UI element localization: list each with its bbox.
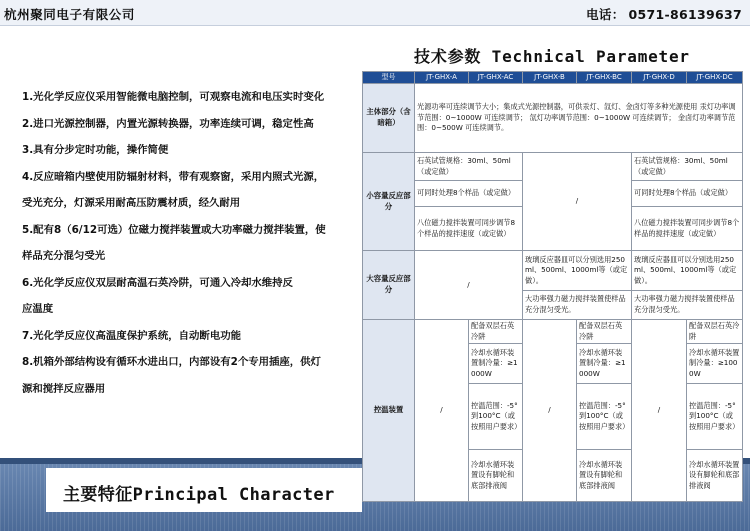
temp-cooling-ac: 冷却水循环装置制冷量：≥1000W [469, 344, 523, 384]
temp-range-dc: 控温范围：-5°到100°C（或按照用户要求） [687, 384, 743, 450]
small-stirrer-right: 八位磁力搅拌装置可同步调节8个样品的搅拌速度（或定做） [632, 207, 743, 251]
feature-line: 5.配有8（6/12可选）位磁力搅拌装置或大功率磁力搅拌装置，使 [22, 223, 326, 236]
large-vessel-spec-mid: 玻璃反应器皿可以分别选用250ml、500ml、1000ml等（或定做）。 [523, 251, 632, 291]
temp-na-a: / [415, 320, 469, 502]
row-label-small-capacity: 小容量反应部分 [363, 153, 415, 251]
large-stirrer-right: 大功率强力磁力搅拌装置使样品充分混匀受光。 [632, 291, 743, 320]
small-stirrer-left: 八位磁力搅拌装置可同步调节8个样品的搅拌速度（或定做） [415, 207, 523, 251]
feature-line: 7.光化学反应仪高温度保护系统，自动断电功能 [22, 329, 241, 342]
main-part-description: 光源功率可连续调节大小；集成式光源控制器，可供汞灯、氙灯、金卤灯等多种光源使用 汞灯功率调节范围：0~1000W 可连续调节； 氙灯功率调节范围：0~1000W 可连续调节； 金卤灯功率调节范围：0~500W 可连续调节。 [415, 84, 743, 153]
feature-line: 4.反应暗箱内壁使用防辐射材料，带有观察窗，采用内照式光源， [22, 170, 325, 183]
feature-line: 6.光化学反应仪双层耐高温石英冷阱，可通入冷却水维持反 [22, 276, 293, 289]
feature-list [22, 90, 362, 408]
model-name: JT-GHX-BC [577, 72, 632, 84]
model-name: JT-GHX-A [415, 72, 469, 84]
principal-character-title: 主要特征Principal Character [63, 485, 335, 505]
large-vessel-spec-right: 玻璃反应器皿可以分别选用250ml、500ml、1000ml等（或定做）。 [632, 251, 743, 291]
company-name: 杭州聚同电子有限公司 [4, 7, 136, 22]
temp-cold-trap-bc: 配备双层石英冷阱 [577, 320, 632, 344]
row-label-large-capacity: 大容量反应部分 [363, 251, 415, 320]
small-sample-count-right: 可同时处理8个样品（或定做） [632, 181, 743, 207]
model-name: JT-GHX-D [632, 72, 687, 84]
table-row [363, 153, 743, 181]
small-tube-spec-right: 石英试管规格：30ml、50ml（或定做） [632, 153, 743, 181]
feature-line: 应温度 [22, 303, 54, 315]
feature-line: 受光充分，灯源采用耐高压防震材质，经久耐用 [22, 197, 241, 209]
model-header: 型号 [363, 72, 415, 84]
temp-range-ac: 控温范围：-5°到100°C（或按照用户要求） [469, 384, 523, 450]
phone-contact [582, 5, 742, 23]
feature-line: 2.进口光源控制器，内置光源转换器，功率连续可调，稳定性高 [22, 117, 314, 130]
feature-line: 源和搅拌反应器用 [22, 382, 106, 395]
top-header-bar [0, 0, 750, 26]
phone-label: 电话： [586, 7, 625, 22]
large-capacity-na: / [415, 251, 523, 320]
temp-range-bc: 控温范围：-5°到100°C（或按照用户要求） [577, 384, 632, 450]
temp-cooling-bc: 冷却水循环装置制冷量：≥1000W [577, 344, 632, 384]
temp-drain-bc: 冷却水循环装置设有脚轮和底部排液阀 [577, 450, 632, 502]
model-name: JT-GHX-DC [687, 72, 743, 84]
technical-parameter-title: 技术参数 Technical Parameter [414, 47, 690, 66]
feature-line: 8.机箱外部结构设有循环水进出口，内部设有2个专用插座，供灯 [22, 356, 321, 368]
temp-na-d: / [632, 320, 687, 502]
table-row [363, 251, 743, 291]
temp-na-b: / [523, 320, 577, 502]
table-row [363, 84, 743, 153]
temp-cold-trap-ac: 配备双层石英冷阱 [469, 320, 523, 344]
row-label-main: 主体部分（含暗箱） [363, 84, 415, 153]
parameter-table [362, 71, 743, 502]
small-tube-spec-left: 石英试管规格：30ml、50ml（或定做） [415, 153, 523, 181]
model-name: JT-GHX-B [523, 72, 577, 84]
feature-line: 样品充分混匀受光 [22, 250, 106, 262]
phone-number: 0571-86139637 [628, 7, 742, 22]
temp-cold-trap-dc: 配备双层石英冷阱 [687, 320, 743, 344]
row-label-temperature: 控温装置 [363, 320, 415, 502]
temp-drain-ac: 冷却水循环装置设有脚轮和底部排液阀 [469, 450, 523, 502]
temp-drain-dc: 冷却水循环装置设有脚轮和底部排液阀 [687, 450, 743, 502]
small-sample-count-left: 可同时处理8个样品（或定做） [415, 181, 523, 207]
feature-line: 1.光化学反应仪采用智能微电脑控制，可观察电流和电压实时变化 [22, 91, 325, 103]
model-name: JT-GHX-AC [469, 72, 523, 84]
feature-line: 3.具有分步定时功能，操作简便 [22, 144, 169, 156]
large-stirrer-mid: 大功率强力磁力搅拌装置使样品充分混匀受光。 [523, 291, 632, 320]
temp-cooling-dc: 冷却水循环装置制冷量：≥1000W [687, 344, 743, 384]
small-capacity-na: / [523, 153, 632, 251]
table-header-row [363, 72, 743, 84]
table-row [363, 320, 743, 344]
